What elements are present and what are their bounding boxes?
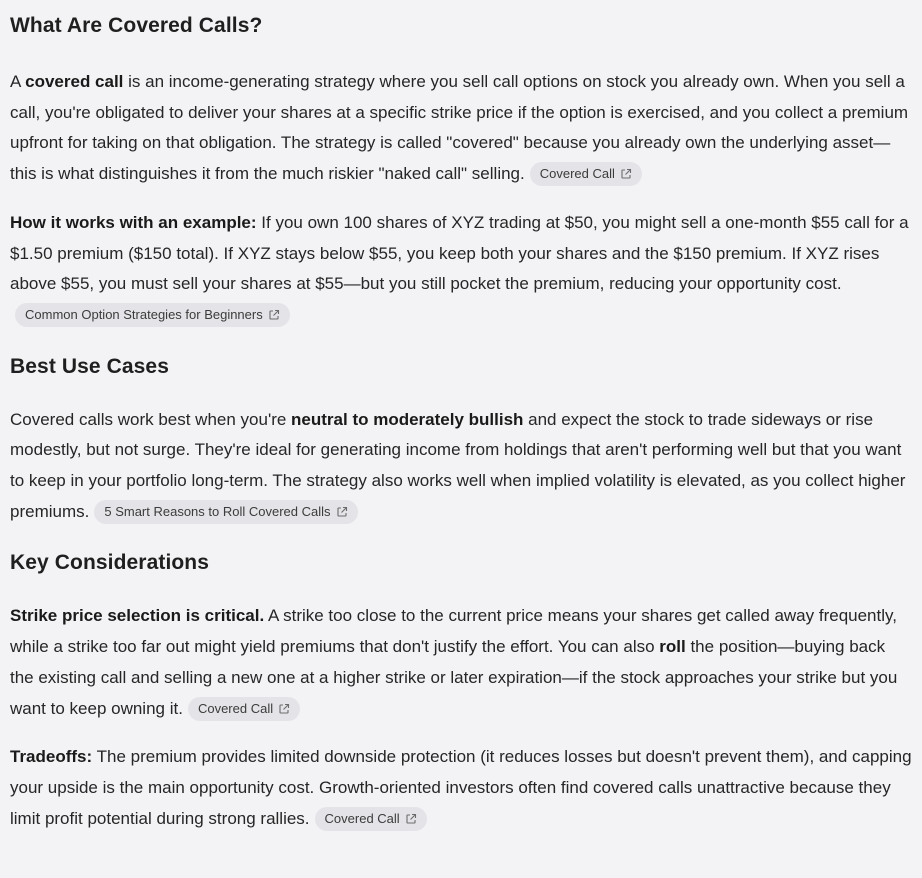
citation-chip-common-option-strategies[interactable]	[15, 303, 290, 327]
citation-chip-covered-call[interactable]	[188, 697, 300, 721]
external-link-icon	[278, 703, 290, 715]
external-link-icon	[268, 309, 280, 321]
external-link-icon	[620, 168, 632, 180]
paragraph-use-cases	[10, 405, 912, 528]
paragraph-text: The premium provides limited downside protection (it reduces losses but doesn't prevent them), and capping your upside is the main opportunity cost. Growth-oriented investors often find covered calls unattractive because they limit profit potential during strong rallies.	[10, 747, 912, 828]
bold-term-roll: roll	[659, 637, 686, 657]
paragraph-tradeoffs	[10, 742, 912, 834]
citation-label: Covered Call	[324, 810, 400, 826]
citation-label: Covered Call	[197, 700, 274, 716]
paragraph-text: If you own 100 shares of XYZ trading at $50, you might sell a one-month $55 call for a $1.50 premium ($150 total). If XYZ stays below $55, you keep both your shares and the $150 premium. If XYZ rises above $55, you must sell your shares at $55—but you still pocket the premium, reducing your opportunity cost.	[10, 212, 909, 294]
citation-chip-roll-covered-calls[interactable]	[94, 500, 357, 524]
citation-chip-covered-call[interactable]	[315, 807, 427, 831]
bold-term-covered-call: covered call	[25, 72, 124, 91]
section-heading-key-considerations: Key Considerations	[10, 551, 210, 575]
external-link-icon	[336, 506, 348, 518]
section-heading-best-use-cases: Best Use Cases	[10, 354, 169, 378]
bold-term-neutral-bullish: neutral to moderately bullish	[291, 409, 524, 429]
paragraph-definition	[10, 67, 912, 190]
bold-lead-example: How it works with an example:	[10, 212, 257, 232]
citation-label: Covered Call	[539, 166, 615, 182]
external-link-icon	[405, 813, 417, 825]
paragraph-example	[10, 208, 912, 331]
citation-label: Common Option Strategies for Beginners	[25, 306, 263, 322]
paragraph-text: is an income-generating strategy where you sell call options on stock you already own. When you sell a call, you're obligated to deliver your shares at a specific strike price if the option is exercised, and you collect a premium upfront for taking on that obligation. The strategy is called "covered" because you already own the underlying asset—this is what distinguishes it from the much riskier "naked call" selling.	[10, 72, 909, 184]
citation-label: 5 Smart Reasons to Roll Covered Calls	[104, 503, 331, 519]
section-heading-what-are-covered-calls: What Are Covered Calls?	[10, 14, 263, 37]
paragraph-strike-selection	[10, 601, 912, 724]
paragraph-text: and expect the stock to trade sideways or rise modestly, but not surge. They're ideal for generating income from holdings that aren't performing well but that you want to keep in your portfolio long-term. The strategy also works well when implied volatility is elevated, as you collect higher premiums.	[10, 409, 906, 521]
citation-chip-covered-call[interactable]	[530, 162, 642, 186]
paragraph-text: A strike too close to the current price means your shares get called away frequently, while a strike too far out might yield premiums that don't justify the effort. You can also	[10, 606, 897, 657]
paragraph-text: the position—buying back the existing call and selling a new one at a higher strike or later expiration—if the stock approaches your strike but you want to keep owning it.	[10, 637, 898, 718]
bold-lead-strike-selection: Strike price selection is critical.	[10, 606, 265, 626]
paragraph-text: Covered calls work best when you're	[10, 409, 292, 429]
paragraph-text: A	[10, 72, 26, 91]
bold-lead-tradeoffs: Tradeoffs:	[10, 747, 93, 767]
